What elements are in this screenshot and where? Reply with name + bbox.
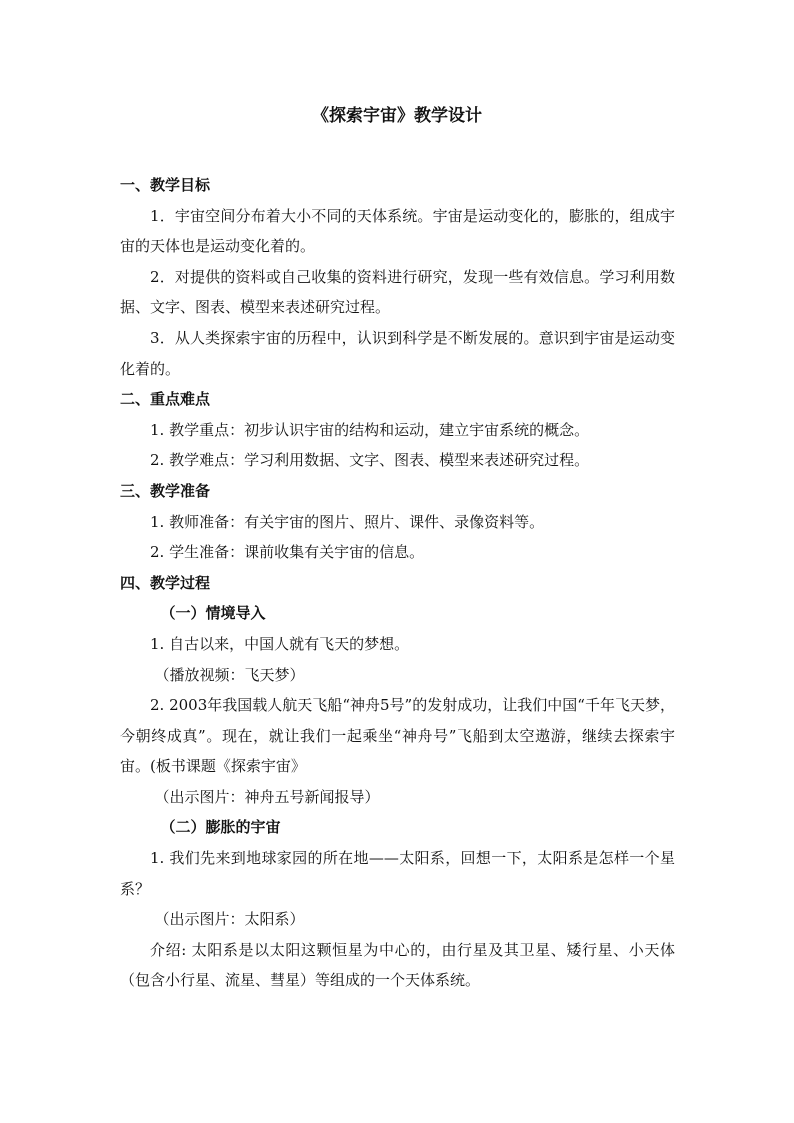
paragraph: 3．从人类探索宇宙的历程中，认识到科学是不断发展的。意识到宇宙是运动变化着的。 [120,328,675,378]
paragraph: 2. 2003年我国载人航天飞船“神舟5号”的发射成功，让我们中国“千年飞天梦，今朝终成真”。现在，就让我们一起乘坐“神舟号”飞船到太空遨游，继续去探索宇宙。(板书课题《探索宇宙》 [120,696,675,776]
paragraph: 2．对提供的资料或自己收集的资料进行研究，发现一些有效信息。学习利用数据、文字、图表、模型来表述研究过程。 [120,267,675,317]
paragraph: 1．宇宙空间分布着大小不同的天体系统。宇宙是运动变化的，膨胀的，组成宇宙的天体也是运动变化着的。 [120,206,675,256]
paragraph: 1. 教学重点：初步认识宇宙的结构和运动，建立宇宙系统的概念。 [150,420,590,439]
paragraph: 2. 学生准备：课前收集有关宇宙的信息。 [150,543,425,562]
paragraph: 1. 自古以来，中国人就有飞天的梦想。 [150,634,410,653]
paragraph: 介绍: 太阳系是以太阳这颗恒星为中心的，由行星及其卫星、矮行星、小天体（包含小行星、流星、彗星）等组成的一个天体系统。 [120,940,675,990]
media-note: （播放视频：飞天梦） [154,665,305,684]
paragraph: 2. 教学难点：学习利用数据、文字、图表、模型来表述研究过程。 [150,451,590,470]
section-heading: 四、教学过程 [120,573,211,592]
section-heading: 一、教学目标 [120,176,211,194]
paragraph: 1. 我们先来到地球家园的所在地——太阳系，回想一下，太阳系是怎样一个星系？ [120,849,675,898]
page-title: 《探索宇宙》教学设计 [312,106,482,126]
media-note: （出示图片：神舟五号新闻报导） [154,787,380,806]
section-heading: 三、教学准备 [120,481,211,500]
document-body [120,170,675,996]
section-heading: 二、重点难点 [120,390,211,409]
subsection-heading: （一）情境导入 [160,604,266,623]
media-note: （出示图片：太阳系） [154,910,305,929]
subsection-heading: （二）膨胀的宇宙 [160,818,281,837]
paragraph: 1. 教师准备：有关宇宙的图片、照片、课件、录像资料等。 [150,512,545,531]
